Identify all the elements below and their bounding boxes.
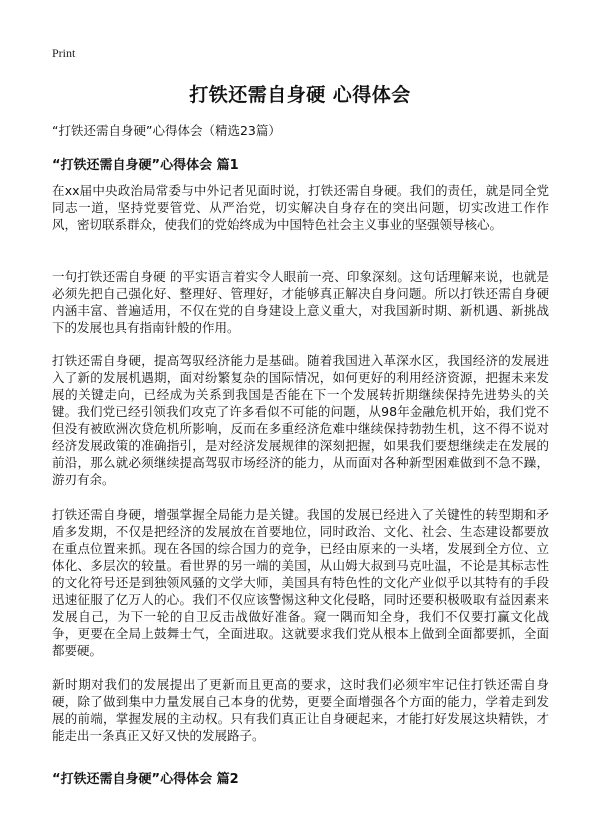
section-heading-1: “打铁还需自身硬”心得体会 篇1: [52, 158, 239, 173]
paragraph-5: 新时期对我们的发展提出了更新而且更高的要求，这时我们必须牢牢记住打铁还需自身硬，除了做到集中力量发展自己本身的优势，更要全面增强各个方面的能力，学着走到发展的前端，掌握发展的主动权。只有我们真正让自身硬起来，才能打好发展这块精铁，才能走出一条真正又好又快的发展路子。: [52, 677, 549, 743]
document-subtitle: “打铁还需自身硬”心得体会（精选23篇）: [52, 123, 281, 138]
paragraph-2: 一句打铁还需自身硬 的平实语言着实令人眼前一亮、印象深刻。这句话理解来说，也就是必须先把自己强化好、整理好、管理好，才能够真正解决自身问题。所以打铁还需自身硬内涵丰富、普遍适用，不仅在党的自身建设上意义重大，对我国新时期、新机遇、新挑战下的发展也具有指南针般的作用。: [52, 269, 549, 335]
print-label[interactable]: Print: [52, 46, 76, 60]
paragraph-1: 在xx届中央政治局常委与中外记者见面时说，打铁还需自身硬。我们的责任，就是同全党同志一道，坚持党要管党、从严治党，切实解决自身存在的突出问题，切实改进工作作风，密切联系群众，使我们的党始终成为中国特色社会主义事业的坚强领导核心。: [52, 183, 549, 232]
paragraph-3: 打铁还需自身硬，提高驾驭经济能力是基础。随着我国进入革深水区，我国经济的发展进入了新的发展机遇期，面对纷繁复杂的国际情况，如何更好的利用经济资源，把握未来发展的关键走向，已经成为关系到我国是否能在下一个发展转折期继续保持先进势头的关键。我们党已经引领我们攻克了许多看似不可能的问题，从98年金融危机开始，我们党不但没有被欧洲次贷危机所影响，反而在多重经济危难中继续保持勃勃生机，这不得不说对经济发展政策的准确指引，是对经济发展规律的深刻把握，如果我们要想继续走在发展的前沿，那么就必须继续提高驾驭市场经济的能力，从而面对各种新型困难做到不急不躁，游刃有余。: [52, 353, 549, 487]
paragraph-4: 打铁还需自身硬，增强掌握全局能力是关键。我国的发展已经进入了关键性的转型期和矛盾多发期，不仅是把经济的发展放在首要地位，同时政治、文化、社会、生态建设都要放在重点位置来抓。现在各国的综合国力的竞争，已经由原来的一头堵，发展到全方位、立体化、多层次的较量。看世界的另一端的美国，从山姆大叔到马克吐温，不论是其标志性的文化符号还是到独领风骚的文学大师，美国具有特色性的文化产业似乎以其特有的手段迅速征服了亿万人的心。我们不仅应该警惕这种文化侵略，同时还要积极吸取有益因素来发展自己，为下一轮的自卫反击战做好准备。窥一隅而知全身，我们不仅要打赢文化战争，更要在全局上鼓舞士气，全面进取。这就要求我们党从根本上做到全面都要抓，全面都要硬。: [52, 507, 549, 658]
document-title: 打铁还需自身硬 心得体会: [189, 84, 411, 106]
section-heading-2: “打铁还需自身硬”心得体会 篇2: [52, 772, 239, 787]
